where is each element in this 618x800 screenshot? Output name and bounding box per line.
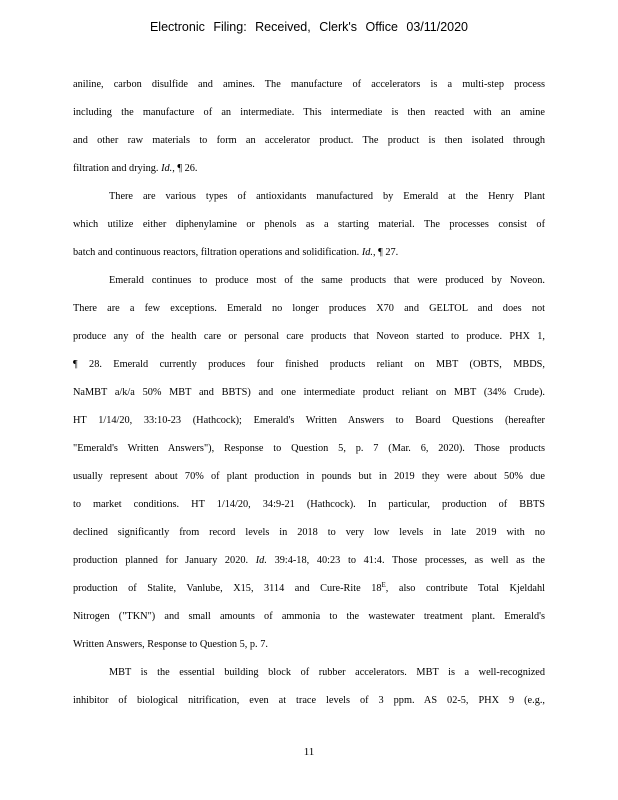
- text-line: usually represent about 70% of plant production in pounds but in 2019 they were about 50% due: [73, 471, 545, 482]
- text-line: to market conditions. HT 1/14/20, 34:9-21 (Hathcock). In particular, production of BBTS: [73, 499, 545, 510]
- text-line: inhibitor of biological nitrification, even at trace levels of 3 ppm. AS 02-5, PHX 9 (e.g.,: [73, 695, 545, 706]
- filing-stamp-header: Electronic Filing: Received, Clerk's Office 03/11/2020: [149, 20, 469, 34]
- text-line: batch and continuous reactors, filtration operations and solidification. Id., ¶ 27.: [73, 247, 399, 258]
- citation-id: Id.: [255, 555, 267, 566]
- text-line: "Emerald's Written Answers"), Response to Question 5, p. 7 (Mar. 6, 2020). Those products: [73, 443, 545, 454]
- text-line: filtration and drying. Id., ¶ 26.: [73, 163, 198, 174]
- text-line: ¶ 28. Emerald currently produces four finished products reliant on MBT (OBTS, MBDS,: [73, 359, 545, 370]
- text-line: production of Stalite, Vanlube, X15, 3114 and Cure-Rite $18^E$, also contribute Total Kjeldahl: [73, 581, 545, 594]
- text-line: declined significantly from record levels in 2018 to very low levels in late 2019 with no: [73, 527, 545, 538]
- text-line: MBT is the essential building block of rubber accelerators. MBT is a well-recognized: [109, 667, 545, 678]
- text-line: There are various types of antioxidants manufactured by Emerald at the Henry Plant: [109, 191, 545, 202]
- text-line: Nitrogen ("TKN") and small amounts of ammonia to the wastewater treatment plant. Emerald's: [73, 611, 545, 622]
- citation-id: Id.: [161, 163, 173, 174]
- text-line: aniline, carbon disulfide and amines. The manufacture of accelerators is a multi-step process: [73, 79, 545, 90]
- text-line: There are a few exceptions. Emerald no longer produces X70 and GELTOL and does not: [73, 303, 545, 314]
- text-line: HT 1/14/20, 33:10-23 (Hathcock); Emerald's Written Answers to Board Questions (hereafter: [73, 415, 545, 426]
- text-line: which utilize either diphenylamine or phenols as a starting material. The processes consist of: [73, 219, 545, 230]
- superscript-mark: E: [381, 581, 386, 589]
- text-line: production planned for January 2020. Id. 39:4-18, 40:23 to 41:4. Those processes, as well as the: [73, 555, 545, 566]
- text-line: NaMBT a/k/a 50% MBT and BBTS) and one intermediate product reliant on MBT (34% Crude).: [73, 387, 545, 398]
- text-line: and other raw materials to form an accelerator product. The product is then isolated through: [73, 135, 545, 146]
- citation-id: Id.: [361, 247, 373, 258]
- page-number: 11: [303, 746, 315, 758]
- text-line: Written Answers, Response to Question 5, p. 7.: [73, 639, 268, 650]
- document-body: [73, 71, 545, 715]
- text-line: including the manufacture of an intermediate. This intermediate is then reacted with an amine: [73, 107, 545, 118]
- text-line: produce any of the health care or personal care products that Noveon started to produce. PHX 1,: [73, 331, 545, 342]
- text-line: Emerald continues to produce most of the same products that were produced by Noveon.: [109, 275, 545, 286]
